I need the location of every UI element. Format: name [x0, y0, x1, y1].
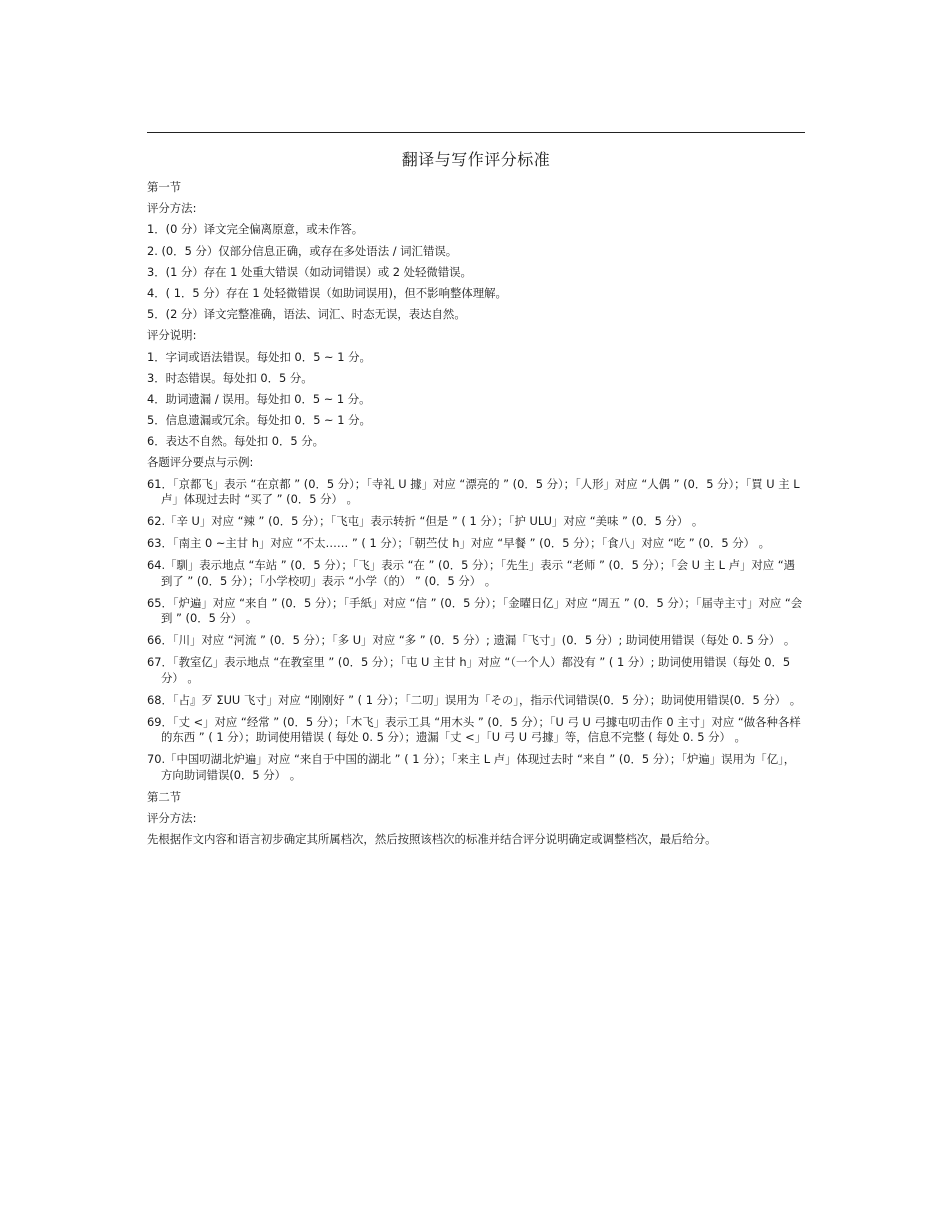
section-2-method-label: 评分方法:	[147, 810, 197, 825]
scoring-item-67: 67．「教室亿」表示地点 “在教室里 ” (0．5 分）；「屯 U 主甘 h」对应 “（一个人）都没有 ” ( 1 分）; 助词使用错误（每处 0．5 分） 。	[147, 655, 791, 685]
scoring-item-70: 70.「中国叨湖北炉遍」对应 “来自于中国的湖北 ” ( 1 分）；「来主 L 卢」体现过去时 “来自 ” (0．5 分）；「炉遍」误用为「亿」，方向助词错误(0．5 分） 。	[147, 752, 796, 782]
method-item: 4．( 1．5 分）存在 1 处轻微错误（如助词误用)，但不影响整体理解。	[147, 285, 507, 300]
section-1-notes-label: 评分说明:	[147, 328, 197, 343]
scoring-item-63: 63．「南主 0 ~主甘 h」对应 “不太…… ” ( 1 分）；「朝苎仗 h」对应 “早餐 ” (0．5 分）；「食八」对应 “吃 ” (0．5 分） 。	[147, 536, 770, 551]
method-item: 1．(0 分）译文完全偏离原意，或未作答。	[147, 222, 364, 237]
note-item: 3．时态错误。每处扣 0．5 分。	[147, 370, 313, 385]
method-item: 2. (0．5 分）仅部分信息正确，或存在多处语法 / 词汇错误。	[147, 243, 458, 258]
method-item: 3．(1 分）存在 1 处重大错误（如动词错误）或 2 处轻微错误。	[147, 264, 472, 279]
section-1-heading: 第一节	[147, 180, 182, 194]
section-2-method-text: 先根据作文内容和语言初步确定其所属档次，然后按照该档次的标准并结合评分说明确定或调整档次，最后给分。	[147, 832, 717, 846]
section-1-method-label: 评分方法:	[147, 201, 197, 216]
scoring-item-66: 66．「川」对应 “河流 ” (0．5 分）；「多 U」对应 “多 ” (0．5 分）; 遗漏「飞寸」(0．5 分）; 助词使用错误（每处 0. 5 分） 。	[147, 633, 796, 648]
section-1-points-label: 各题评分要点与示例:	[147, 455, 254, 470]
document-page	[147, 132, 805, 847]
scoring-item-64: 64.「馴」表示地点 “车站 ” (0．5 分）；「飞」表示 “在 ” (0．5 分）；「先生」表示 “老师 ” (0．5 分）；「会 U 主 L 卢」对应 “遇到了 ” (0．5 分）；「小学校叨」表示 “小学（的） ” (0．5 分） 。	[147, 558, 796, 588]
note-item: 6．表达不自然。每处扣 0．5 分。	[147, 434, 325, 449]
scoring-item-61: 61．「京都飞」表示 “在京都 ” (0．5 分）；「寺礼 U 據」对应 “漂亮的 ” (0．5 分）；「人形」对应 “人偶 ” (0．5 分）；「買 U 主 L 卢」体现过去时 “买了 ” (0．5 分） 。	[147, 476, 800, 507]
scoring-item-62: 62.「辛 U」对应 “辣 ” (0．5 分）；「飞屯」表示转折 “但是 ” ( 1 分）；「护 ULU」对应 “美味 ” (0．5 分） 。	[147, 514, 704, 529]
document-title: 翻译与写作评分标准	[401, 150, 551, 169]
section-2-heading: 第二节	[147, 789, 182, 804]
note-item: 4．助词遗漏 / 误用。每处扣 0．5 ~ 1 分。	[147, 391, 371, 406]
method-item: 5．(2 分）译文完整准确，语法、词汇、时态无误，表达自然。	[147, 307, 466, 322]
note-item: 5．信息遗漏或冗余。每处扣 0．5 ~ 1 分。	[147, 413, 371, 428]
scoring-item-65: 65．「炉遍」对应 “来自 ” (0．5 分）；「手紙」对应 “信 ” (0．5 分）；「金曜日亿」对应 “周五 ” (0．5 分）；「届寺主寸」对应 “会到 ” (0．5 分） 。	[147, 595, 803, 626]
scoring-item-68: 68．「占』歹 ΣUU 飞寸」对应 “刚刚好 ” ( 1 分）；「二叨」误用为「その」，指示代词错误(0．5 分）；助词使用错误(0．5 分） 。	[147, 692, 802, 707]
note-item: 1．字词或语法错误。每处扣 0．5 ~ 1 分。	[147, 349, 371, 364]
top-rule-divider	[147, 132, 805, 133]
scoring-item-69: 69．「丈 <」对应 “经常 ” (0．5 分）；「木飞」表示工具 “用木头 ” (0．5 分）；「U 弓 U 弓據屯叨击作 0 主寸」对应 “做各种各样的东西 ” ( 1 分）；助词使用错误 ( 每处 0. 5 分）；遗漏「丈 <」「U 弓 U 弓據」等，信息不完整 ( 每处 0. 5 分） 。	[147, 714, 801, 745]
